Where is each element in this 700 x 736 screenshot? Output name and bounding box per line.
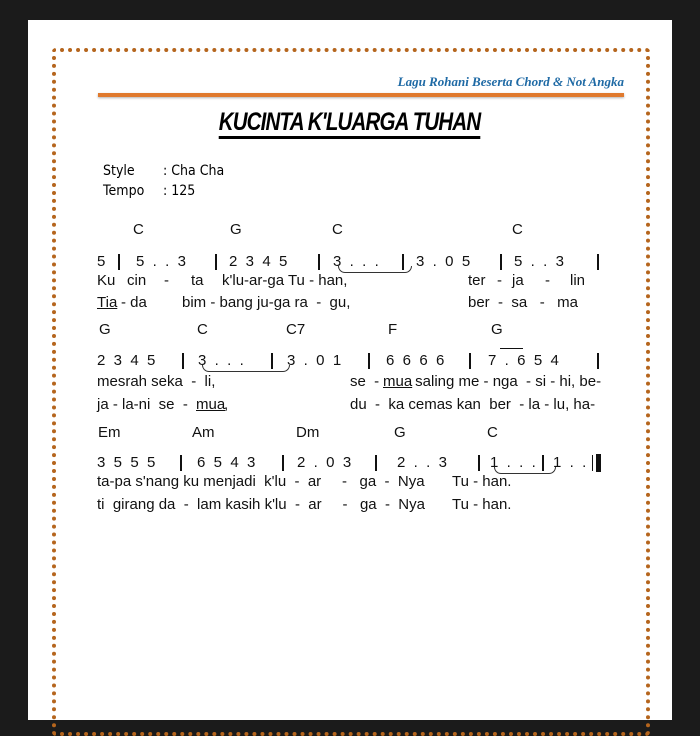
lyric: k'lu-ar-ga Tu - han, <box>222 272 348 289</box>
measure: 1 . . <box>553 454 587 471</box>
lyric: ter <box>468 272 486 289</box>
measure: 6 5 4 3 <box>197 454 256 471</box>
measure: 5 <box>97 253 106 270</box>
measure: 1 . . . <box>490 454 536 471</box>
measure: 2 . 0 3 <box>297 454 352 471</box>
lyric: cin <box>127 272 147 289</box>
lyric: mua <box>196 396 226 413</box>
bar-line <box>215 254 217 270</box>
chord: Am <box>192 424 215 441</box>
measure: 3 . 0 1 <box>287 352 342 369</box>
measure: 2 . . 3 <box>397 454 448 471</box>
lyric: du - ka cemas kan ber - la - lu, ha- <box>350 396 596 413</box>
chord: Dm <box>296 424 320 441</box>
measure: 2 3 4 5 <box>97 352 156 369</box>
lyric: Tu - han. <box>452 496 512 513</box>
bar-line <box>318 254 320 270</box>
lyric: ta <box>191 272 204 289</box>
lyric: mesrah seka - li, <box>97 373 216 390</box>
lyric: Ku <box>97 272 116 289</box>
tempo-label: Tempo <box>103 183 145 199</box>
bar-line <box>282 455 284 471</box>
bar-line <box>375 455 377 471</box>
lyric: Tu - han. <box>452 473 512 490</box>
chord: C <box>332 221 343 238</box>
chord: G <box>230 221 242 238</box>
song-title: KUCINTA K'LUARGA TUHAN <box>219 109 481 139</box>
lyric: - <box>545 272 550 289</box>
chord: C7 <box>286 321 306 338</box>
site-label: Lagu Rohani Beserta Chord & Not Angka <box>397 74 624 89</box>
bar-line <box>478 455 480 471</box>
chord: G <box>394 424 406 441</box>
lyric: ber - sa - ma <box>468 294 579 311</box>
measure: 5 . . 3 <box>514 253 565 270</box>
bar-line <box>368 353 370 369</box>
chord: G <box>491 321 503 338</box>
header-rule <box>98 93 624 97</box>
measure: 5 . . 3 <box>136 253 187 270</box>
song-title-wrap <box>0 108 700 139</box>
bar-line <box>469 353 471 369</box>
chord: C <box>133 221 144 238</box>
style-value: : Cha Cha <box>163 163 225 179</box>
lyric: mua <box>383 373 413 390</box>
chord: C <box>487 424 498 441</box>
measure: 3 . . . <box>333 253 379 270</box>
bar-line <box>597 254 599 270</box>
lyric: se - <box>350 373 388 390</box>
lyric: - <box>164 272 169 289</box>
measure: 6 6 6 6 <box>386 352 445 369</box>
chord: G <box>99 321 111 338</box>
bar-line <box>118 254 120 270</box>
measure: 3 5 5 5 <box>97 454 156 471</box>
decorative-border <box>52 48 650 736</box>
chord: C <box>197 321 208 338</box>
bar-line <box>180 455 182 471</box>
tie <box>202 365 290 372</box>
measure: 7 . 6 5 4 <box>488 352 559 369</box>
measure: 3 . 0 5 <box>416 253 471 270</box>
lyric: bim - bang ju-ga ra - gu, <box>182 294 351 311</box>
lyric: saling me - nga - si - hi, be- <box>411 373 602 390</box>
beam-overline <box>500 348 523 349</box>
measure: 2 3 4 5 <box>229 253 288 270</box>
final-bar-thick <box>596 454 601 472</box>
tie <box>338 266 412 273</box>
lyric: - da <box>121 294 147 311</box>
lyric: ta-pa s'nang ku menjadi k'lu - ar - ga - Nya <box>97 473 425 490</box>
lyric: - <box>497 272 502 289</box>
lyric: ja <box>512 272 524 289</box>
bar-line <box>597 353 599 369</box>
lyric: ti girang da - lam kasih k'lu - ar - ga - Nya <box>97 496 425 513</box>
measure: 3 . . . <box>198 352 244 369</box>
style-label: Style <box>103 163 135 179</box>
lyric: ja - la-ni se - <box>97 396 197 413</box>
lyric: Tia <box>97 294 118 311</box>
lyric: , <box>224 396 229 413</box>
bar-line <box>500 254 502 270</box>
chord: Em <box>98 424 121 441</box>
chord: F <box>388 321 398 338</box>
bar-line <box>182 353 184 369</box>
final-bar-thin <box>592 455 593 471</box>
tempo-value: : 125 <box>163 183 196 199</box>
chord: C <box>512 221 523 238</box>
lyric: lin <box>570 272 586 289</box>
